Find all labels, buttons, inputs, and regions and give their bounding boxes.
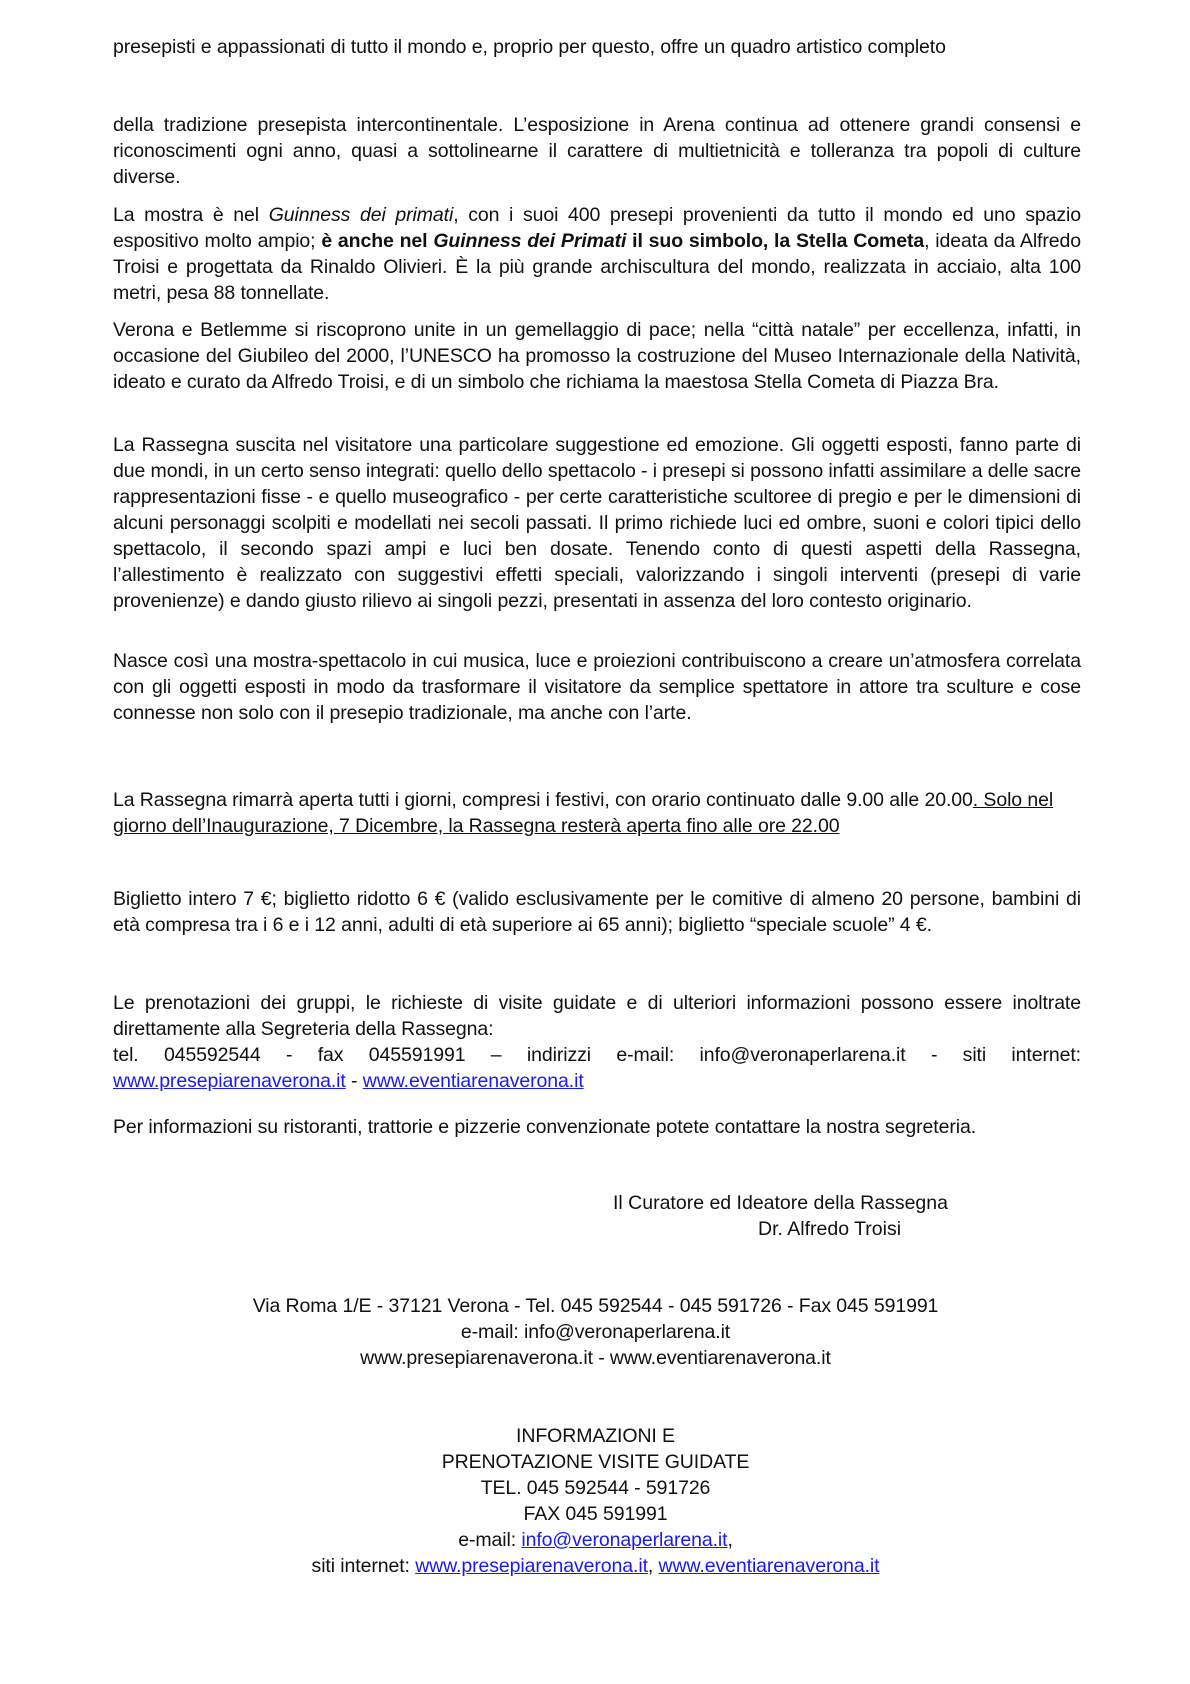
info-heading: INFORMAZIONI E — [516, 1425, 675, 1447]
paragraph-intro-fragment: presepisti e appassionati di tutto il mondo e, proprio per questo, offre un quadro artistico completo — [113, 36, 946, 58]
link-presepiarenaverona-footer[interactable]: www.presepiarenaverona.it — [415, 1555, 648, 1577]
info-subheading: PRENOTAZIONE VISITE GUIDATE — [441, 1451, 750, 1473]
info-websites — [53, 1553, 1138, 1579]
link-eventiarenaverona[interactable]: www.eventiarenaverona.it — [362, 1070, 584, 1092]
paragraph-guinness — [113, 202, 1081, 306]
signature-block — [613, 1190, 1113, 1242]
paragraph-verona-betlemme: Verona e Betlemme si riscoprono unite in un gemellaggio di pace; nella “città natale” per eccellenza, infatti, in occasione del Giubileo del 2000, l’UNESCO ha promosso la costruzione del Museo Internazionale della Natività, ideato e curato da Alfredo Troisi, e di un simbolo che richiama la maestosa Stella Cometa di Piazza Bra. — [113, 319, 1081, 393]
text: , — [727, 1529, 733, 1551]
paragraph-orari — [113, 787, 1081, 839]
text: La mostra è nel — [113, 204, 269, 226]
link-eventiarenaverona-footer[interactable]: www.eventiarenaverona.it — [658, 1555, 880, 1577]
text: tel. 045592544 - fax 045591991 – indirizzi e-mail: info@veronaperlarena.it - siti internet: — [113, 1044, 1081, 1066]
paragraph-ristoranti: Per informazioni su ristoranti, trattorie e pizzerie convenzionate potete contattare la nostra segreteria. — [113, 1116, 977, 1138]
footer-address — [53, 1293, 1138, 1371]
info-email — [53, 1527, 1138, 1553]
text: , ideata da Alfredo Troisi e progettata da Rinaldo Olivieri. È la più grande archiscultura del mondo, realizzata in acciaio, alta 100 metri, pesa 88 tonnellate. — [113, 230, 1081, 304]
signature-title: Il Curatore ed Ideatore della Rassegna — [613, 1192, 948, 1214]
text: Le prenotazioni dei gruppi, le richieste di visite guidate e di ulteriori informazioni possono essere inoltrate direttamente alla Segreteria della Rassegna: — [113, 992, 1081, 1040]
signature-name: Dr. Alfredo Troisi — [758, 1218, 902, 1240]
info-phone: TEL. 045 592544 - 591726 — [480, 1477, 711, 1499]
address-email: e-mail: info@veronaperlarena.it — [460, 1321, 731, 1343]
paragraph-mostra-spettacolo: Nasce così una mostra-spettacolo in cui musica, luce e proiezioni contribuiscono a creare un’atmosfera correlata con gli oggetti esposti in modo da trasformare il visitatore da semplice spettatore in attore tra sculture e cose connesse non solo con il presepio tradizionale, ma anche con l’arte. — [113, 650, 1081, 724]
text-bold: il suo simbolo, la Stella Cometa — [626, 230, 925, 252]
text: , — [647, 1555, 659, 1577]
info-box — [53, 1423, 1138, 1579]
text-bold: è anche nel — [321, 230, 434, 252]
address-line: Via Roma 1/E - 37121 Verona - Tel. 045 592544 - 045 591726 - Fax 045 591991 — [252, 1295, 939, 1317]
address-websites: www.presepiarenaverona.it - www.eventiarenaverona.it — [360, 1347, 831, 1369]
info-fax: FAX 045 591991 — [523, 1503, 668, 1525]
paragraph-biglietti: Biglietto intero 7 €; biglietto ridotto 6 € (valido esclusivamente per le comitive di almeno 20 persone, bambini di età compresa tra i 6 e i 12 anni, adulti di età superiore ai 65 anni); biglietto “speciale scuole” 4 €. — [113, 888, 1081, 936]
text: siti internet: — [311, 1555, 416, 1577]
text-underlined: . Solo nel giorno dell’Inaugurazione, 7 Dicembre, la Rassegna resterà aperta fino alle ore 22.00 — [113, 789, 1054, 837]
text: - — [345, 1070, 363, 1092]
text: La Rassegna rimarrà aperta tutti i giorni, compresi i festivi, con orario continuato dalle 9.00 alle 20.00 — [113, 789, 973, 811]
text-italic: Guinness dei primati — [268, 204, 454, 226]
paragraph-rassegna: La Rassegna suscita nel visitatore una particolare suggestione ed emozione. Gli oggetti esposti, fanno parte di due mondi, in un certo senso integrati: quello dello spettacolo - i presepi si possono infatti assimilare a delle sacre rappresentazioni fisse - e quello museografico - per certe caratteristiche scultoree di pregio e per le dimensioni di alcuni personaggi scolpiti e modellati nei secoli passati. Il primo richiede luci ed ombre, suoni e colori tipici dello spettacolo, il secondo spazi ampi e luci ben dosate. Tenendo conto di questi aspetti della Rassegna, l’allestimento è realizzato con suggestivi effetti speciali, valorizzando i singoli interventi (presepi di varie provenienze) e dando giusto rilievo ai singoli pezzi, presentati in assenza del loro contesto originario. — [113, 434, 1081, 612]
paragraph-tradition: della tradizione presepista intercontinentale. L’esposizione in Arena continua ad ottenere grandi consensi e riconoscimenti ogni anno, quasi a sottolinearne il carattere di multietnicità e tolleranza tra popoli di culture diverse. — [113, 114, 1081, 188]
text: e-mail: — [458, 1529, 522, 1551]
email-link[interactable]: info@veronaperlarena.it — [521, 1529, 728, 1551]
text-bold-italic: Guinness dei Primati — [433, 230, 627, 252]
link-presepiarenaverona[interactable]: www.presepiarenaverona.it — [113, 1070, 346, 1092]
text: , con i suoi 400 presepi provenienti da tutto il mondo ed uno spazio espositivo molto ampio; — [113, 204, 1081, 252]
paragraph-prenotazioni — [113, 990, 1081, 1094]
